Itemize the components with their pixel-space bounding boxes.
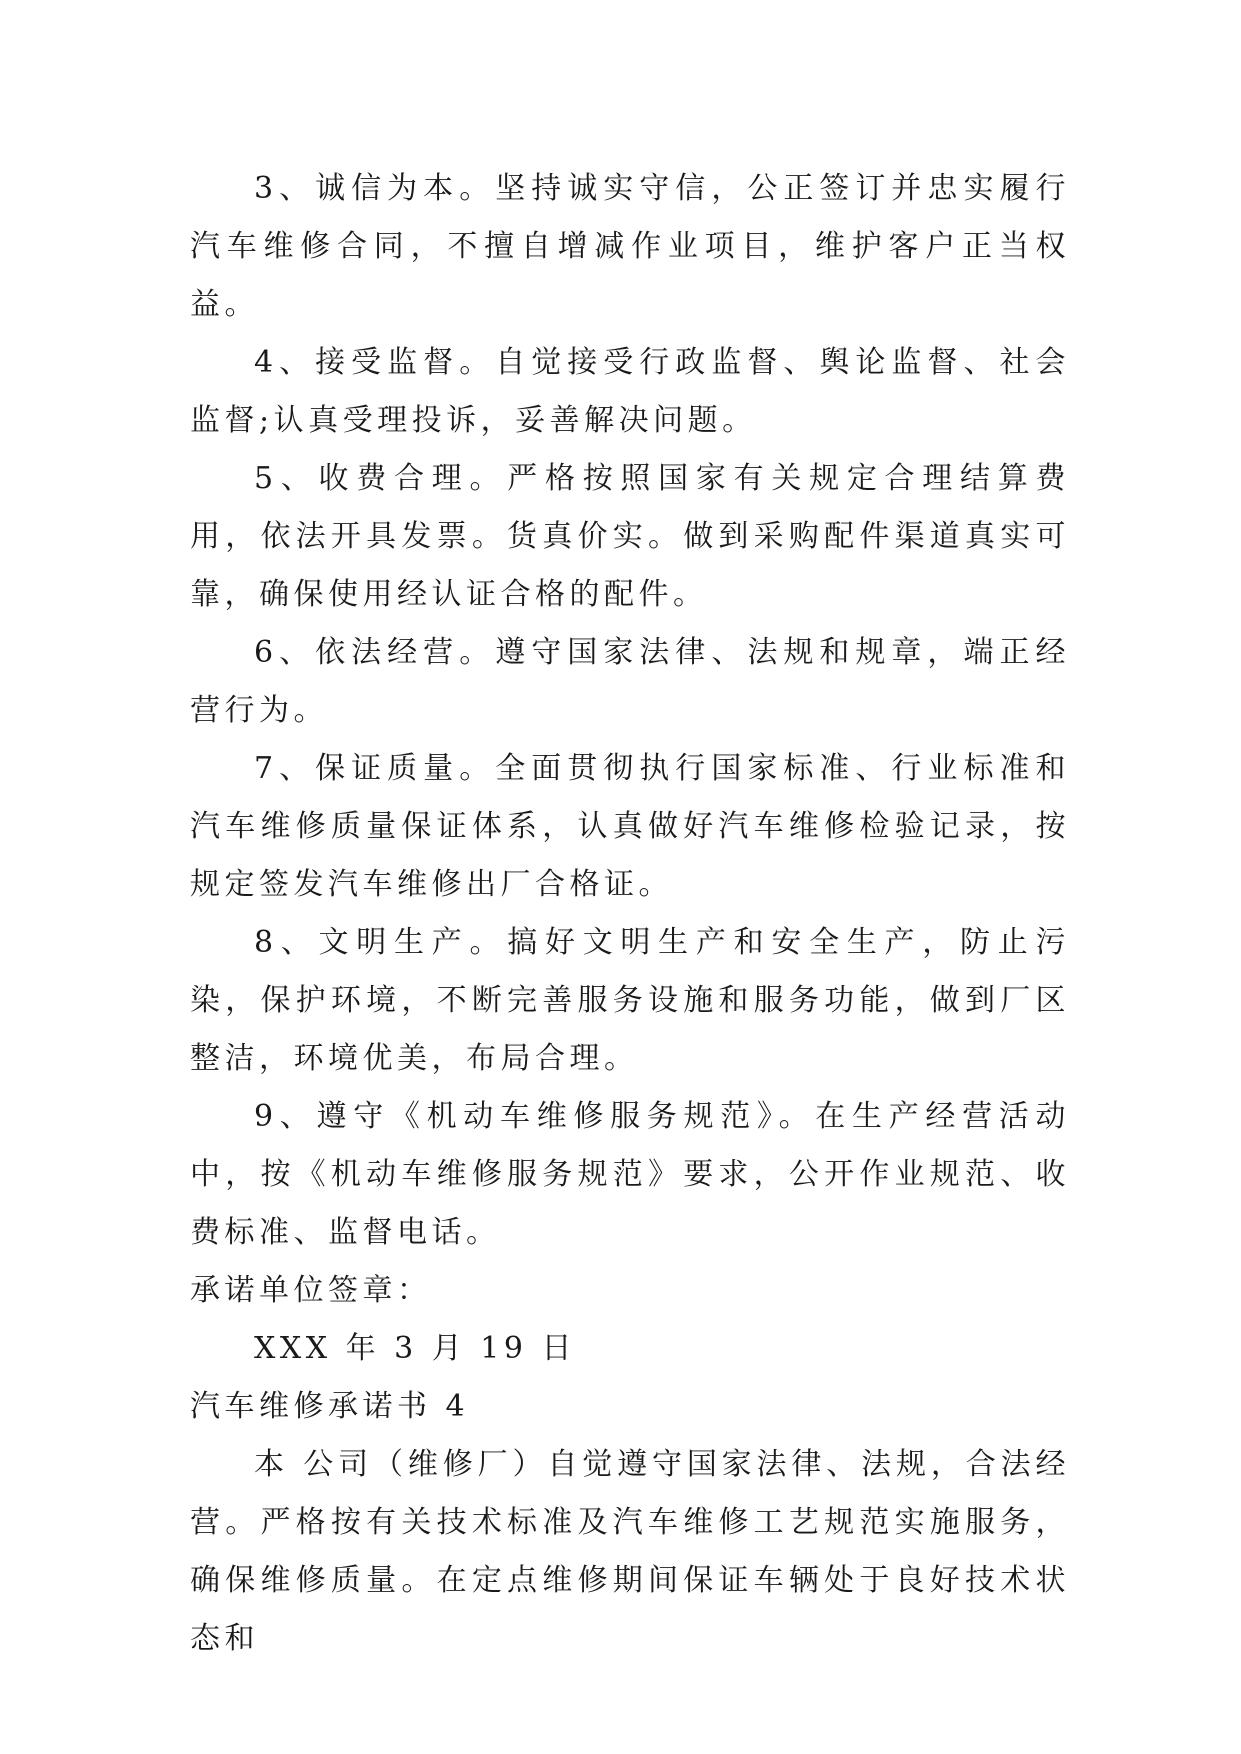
paragraph-commitment: 本 公司（维修厂）自觉遵守国家法律、法规，合法经营。严格按有关技术标准及汽车维修工艺规范实施服务，确保维修质量。在定点维修期间保证车辆处于良好技术状态和 <box>190 1447 1070 1656</box>
section-title: 汽车维修承诺书 4 <box>190 1389 470 1424</box>
date-line: XXX 年 3 月 19 日 <box>254 1331 577 1366</box>
paragraph-supervision: 4、接受监督。自觉接受行政监督、舆论监督、社会监督;认真受理投诉，妥善解决问题。 <box>190 345 1070 438</box>
paragraph-integrity: 3、诚信为本。坚持诚实守信，公正签订并忠实履行汽车维修合同，不擅自增减作业项目，维护客户正当权益。 <box>190 171 1070 322</box>
document-page <box>190 160 1070 1668</box>
paragraph-lawful-operation: 6、依法经营。遵守国家法律、法规和规章，端正经营行为。 <box>190 635 1070 728</box>
paragraph-civilized-production: 8、文明生产。搞好文明生产和安全生产，防止污染，保护环境，不断完善服务设施和服务功能，做到厂区整洁，环境优美，布局合理。 <box>190 925 1070 1076</box>
paragraph-service-norms: 9、遵守《机动车维修服务规范》。在生产经营活动中，按《机动车维修服务规范》要求，公开作业规范、收费标准、监督电话。 <box>190 1099 1070 1250</box>
paragraph-fees: 5、收费合理。严格按照国家有关规定合理结算费用，依法开具发票。货真价实。做到采购配件渠道真实可靠，确保使用经认证合格的配件。 <box>190 461 1070 612</box>
paragraph-quality: 7、保证质量。全面贯彻执行国家标准、行业标准和汽车维修质量保证体系，认真做好汽车维修检验记录，按规定签发汽车维修出厂合格证。 <box>190 751 1070 902</box>
signature-label: 承诺单位签章： <box>190 1273 432 1308</box>
